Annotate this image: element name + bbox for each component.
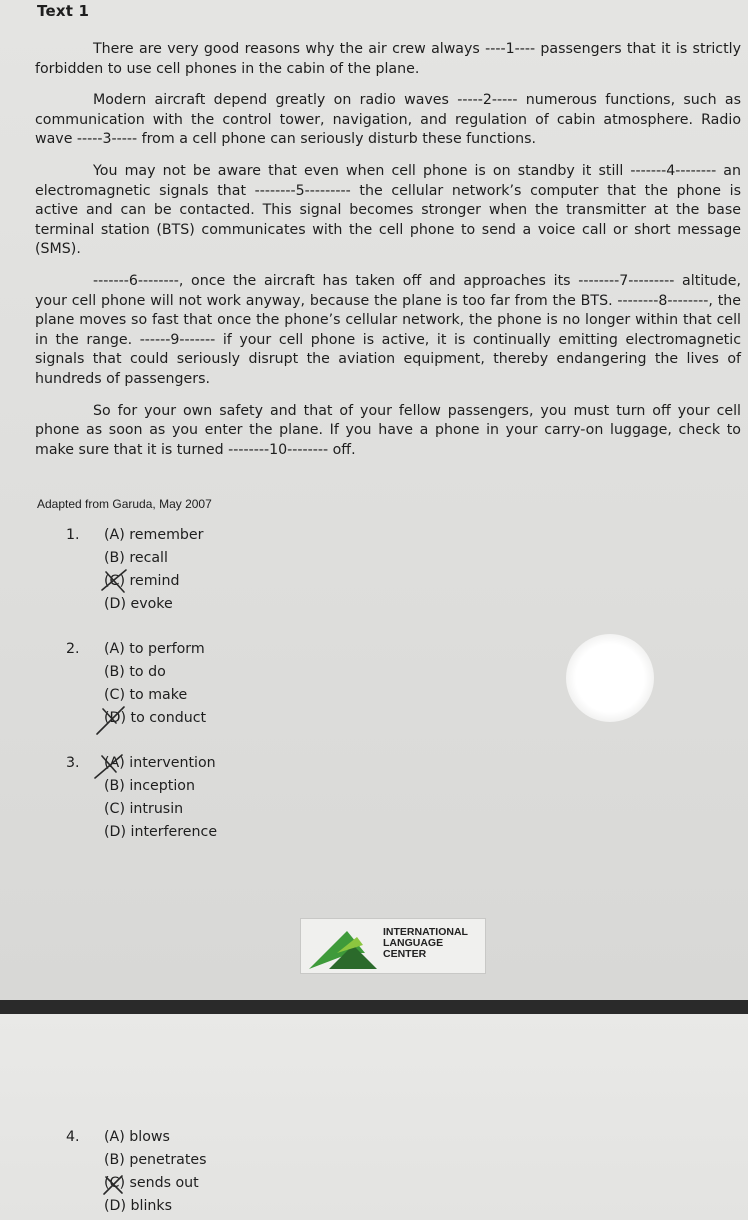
question-number: 3. <box>66 755 80 771</box>
paragraph-2: Modern aircraft depend greatly on radio waves -----2----- numerous functions, such as communication with the control tower, navigation, and regulation of cabin atmosphere. Radio wave -----3----- from a cell phone can seriously disturb these functions. <box>35 92 741 148</box>
option-c[interactable]: (C) to make <box>104 687 188 703</box>
option-b[interactable]: (B) penetrates <box>104 1152 207 1168</box>
logo-line-3: CENTER <box>383 948 427 960</box>
logo-text <box>383 927 468 960</box>
question-4 <box>66 1126 207 1218</box>
question-3 <box>66 752 217 844</box>
light-glare <box>566 634 654 722</box>
option-a[interactable]: (A) to perform <box>104 641 205 657</box>
question-number: 4. <box>66 1129 80 1145</box>
option-c[interactable]: (C) sends out <box>104 1175 199 1191</box>
question-number: 1. <box>66 527 80 543</box>
option-c[interactable]: (C) intrusin <box>104 801 184 817</box>
text-heading: Text 1 <box>37 2 90 20</box>
page-separator <box>0 1000 748 1014</box>
option-d[interactable]: (D) interference <box>104 824 218 840</box>
paragraph-5: So for your own safety and that of your fellow passengers, you must turn off your cell phone as soon as you enter the plane. If you have a phone in your carry-on luggage, check to make sure that it is turned --------10-------- off. <box>35 402 741 458</box>
option-d[interactable]: (D) evoke <box>104 596 173 612</box>
ilc-logo <box>300 918 486 974</box>
option-b[interactable]: (B) to do <box>104 664 166 680</box>
logo-line-2: LANGUAGE <box>383 937 444 949</box>
paragraph-4: -------6--------, once the aircraft has taken off and approaches its --------7--------- altitude, your cell phone will not work anyway, because the plane is too far from the BTS. --------8--------, the plane moves so fast that once the phone’s cellular network, the phone is no longer within that cell in the range. ------9------- if your cell phone is active, it is continually emitting electromagnetic signals that could seriously disrupt the aviation equipment, thereby endangering the lives of hundreds of passengers. <box>35 272 741 387</box>
reading-passage <box>35 40 741 472</box>
source-citation: Adapted from Garuda, May 2007 <box>37 497 212 511</box>
option-d[interactable]: (D) blinks <box>104 1198 172 1214</box>
option-d[interactable]: (D) to conduct <box>104 710 207 726</box>
option-a[interactable]: (A) blows <box>104 1129 170 1145</box>
question-2 <box>66 638 206 730</box>
paragraph-3: You may not be aware that even when cell phone is on standby it still -------4-------- an electromagnetic signals that --------5--------- the cellular network’s computer that the phone is active and can be contacted. This signal becomes stronger when the transmitter at the base terminal station (BTS) communicates with the cell phone to send a voice call or short message (SMS). <box>35 162 741 258</box>
question-number: 2. <box>66 641 80 657</box>
option-c[interactable]: (C) remind <box>104 573 180 589</box>
option-a[interactable]: (A) remember <box>104 527 204 543</box>
logo-line-1: INTERNATIONAL <box>383 926 468 938</box>
option-b[interactable]: (B) inception <box>104 778 195 794</box>
paragraph-1: There are very good reasons why the air crew always ----1---- passengers that it is strictly forbidden to use cell phones in the cabin of the plane. <box>35 41 741 77</box>
option-b[interactable]: (B) recall <box>104 550 168 566</box>
logo-emblem-icon <box>307 923 379 971</box>
option-a[interactable]: (A) intervention <box>104 755 216 771</box>
question-1 <box>66 524 203 616</box>
